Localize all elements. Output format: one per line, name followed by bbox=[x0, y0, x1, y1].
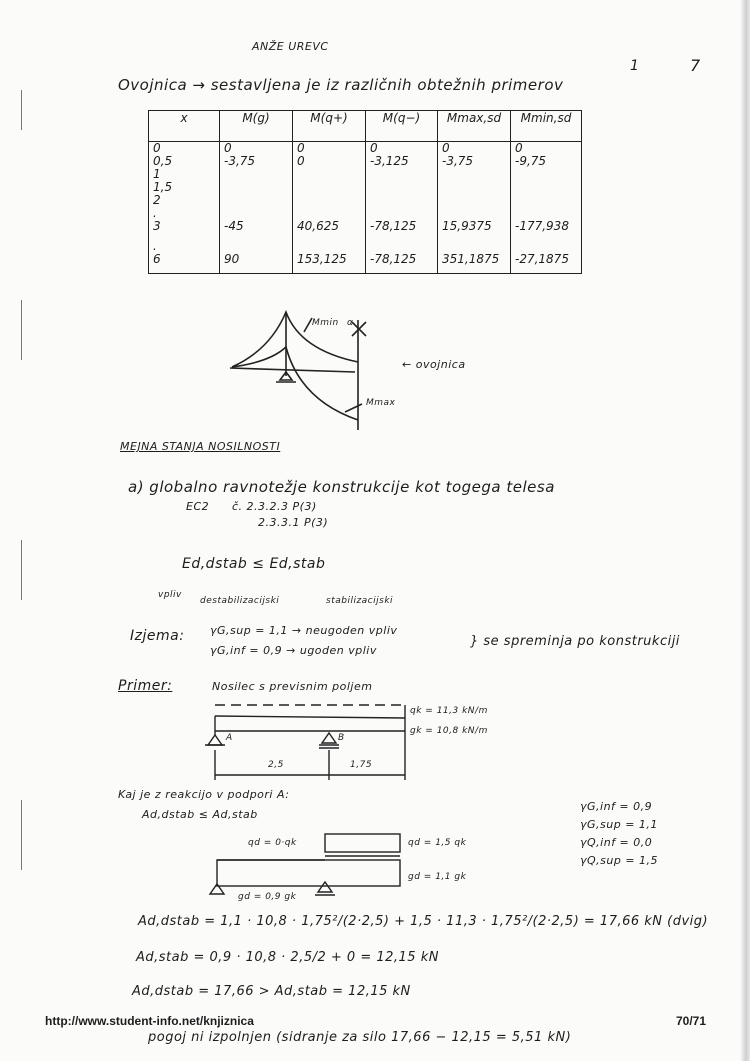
vpliv-label: vpliv bbox=[158, 590, 182, 600]
page-mark: 7 bbox=[690, 56, 701, 75]
table-cell: 0,5 bbox=[149, 155, 220, 168]
page-mark: 1 bbox=[630, 58, 640, 74]
binding-mark bbox=[21, 90, 22, 130]
table-cell bbox=[366, 181, 438, 194]
author-name: ANŽE UREVC bbox=[252, 40, 329, 53]
design-load-sketch bbox=[205, 830, 405, 900]
beam-sketch bbox=[205, 695, 425, 785]
table-cell: 351,1875 bbox=[438, 253, 511, 274]
table-row bbox=[149, 194, 582, 207]
table-cell: 3 bbox=[149, 220, 220, 240]
table-cell: -78,125 bbox=[366, 253, 438, 274]
load-label-g09: gd = 0,9 gk bbox=[238, 892, 297, 902]
scan-edge bbox=[740, 0, 750, 1061]
binding-mark bbox=[21, 540, 22, 600]
ref-1: č. 2.3.2.3 P(3) bbox=[232, 500, 317, 513]
col-header: x bbox=[149, 111, 220, 142]
question-line-2: Ad,dstab ≤ Ad,stab bbox=[142, 808, 258, 821]
calc-conclusion: pogoj ni izpolnjen (sidranje za silo 17,66 − 12,15 = 5,51 kN) bbox=[148, 1030, 572, 1045]
mmin-label: Mmin bbox=[312, 318, 339, 328]
table-cell: -45 bbox=[220, 220, 293, 240]
table-cell bbox=[438, 194, 511, 207]
table-cell: 0 bbox=[366, 142, 438, 156]
table-row bbox=[149, 142, 582, 156]
factor: γQ,inf = 0,0 bbox=[580, 836, 653, 849]
qk-label: qk = 11,3 kN/m bbox=[410, 706, 488, 716]
table-row bbox=[149, 168, 582, 181]
table-cell: 40,625 bbox=[293, 220, 366, 240]
table-cell bbox=[220, 181, 293, 194]
table-cell bbox=[293, 194, 366, 207]
table-cell: -3,125 bbox=[366, 155, 438, 168]
table-cell: . bbox=[149, 207, 220, 220]
col-header: Mmax,sd bbox=[438, 111, 511, 142]
load-label-g11: gd = 1,1 gk bbox=[408, 872, 467, 882]
calc-stab: Ad,stab = 0,9 · 10,8 · 2,5/2 + 0 = 12,15 kN bbox=[136, 950, 439, 965]
section-title: MEJNA STANJA NOSILNOSTI bbox=[120, 440, 281, 453]
table-cell bbox=[220, 194, 293, 207]
table-row bbox=[149, 220, 582, 240]
footer-url[interactable]: http://www.student-info.net/knjiznica bbox=[45, 1014, 254, 1028]
table-cell: 153,125 bbox=[293, 253, 366, 274]
table-cell: 0 bbox=[149, 142, 220, 156]
table-cell bbox=[293, 181, 366, 194]
table-cell: -78,125 bbox=[366, 220, 438, 240]
exception-line-1: γG,sup = 1,1 → neugoden vpliv bbox=[210, 624, 398, 637]
load-label-q0: qd = 0·qk bbox=[248, 838, 297, 848]
exception-line-2: γG,inf = 0,9 → ugoden vpliv bbox=[210, 644, 377, 657]
col-header: Mmin,sd bbox=[511, 111, 582, 142]
table-cell: . bbox=[149, 240, 220, 253]
table-cell bbox=[366, 194, 438, 207]
load-label-q15: qd = 1,5 qk bbox=[408, 838, 467, 848]
exception-note: } se spreminja po konstrukciji bbox=[470, 634, 680, 649]
table-cell: 0 bbox=[511, 142, 582, 156]
inequality-formula: Ed,dstab ≤ Ed,stab bbox=[182, 556, 326, 572]
part-a-line: a) globalno ravnotežje konstrukcije kot togega telesa bbox=[128, 478, 555, 496]
stab-label: stabilizacijski bbox=[326, 596, 394, 606]
mmax-label: Mmax bbox=[366, 398, 396, 408]
factor: γG,sup = 1,1 bbox=[580, 818, 658, 831]
moment-table bbox=[148, 110, 582, 274]
calc-dstab: Ad,dstab = 1,1 · 10,8 · 1,75²/(2·2,5) + 1,5 · 11,3 · 1,75²/(2·2,5) = 17,66 kN (dvig) bbox=[138, 914, 709, 929]
calc-compare: Ad,dstab = 17,66 > Ad,stab = 12,15 kN bbox=[132, 984, 411, 999]
table-row bbox=[149, 253, 582, 274]
table-row bbox=[149, 155, 582, 168]
table-row bbox=[149, 181, 582, 194]
envelope-label: ← ovojnica bbox=[402, 358, 466, 371]
table-cell: 6 bbox=[149, 253, 220, 274]
table-cell: 0 bbox=[293, 155, 366, 168]
ec-label: EC2 bbox=[186, 500, 210, 513]
table-cell bbox=[220, 168, 293, 181]
footer-page: 70/71 bbox=[676, 1014, 707, 1028]
table-cell: 1 bbox=[149, 168, 220, 181]
intro-line: Ovojnica → sestavljena je iz različnih obtežnih primerov bbox=[118, 76, 564, 94]
example-label: Primer: bbox=[118, 678, 173, 694]
table-cell bbox=[438, 168, 511, 181]
span-2: 1,75 bbox=[350, 760, 373, 770]
factor: γG,inf = 0,9 bbox=[580, 800, 653, 813]
table-cell: -3,75 bbox=[438, 155, 511, 168]
binding-mark bbox=[21, 800, 22, 870]
span-1: 2,5 bbox=[268, 760, 284, 770]
table-cell: -177,938 bbox=[511, 220, 582, 240]
table-cell bbox=[511, 194, 582, 207]
col-header: M(q−) bbox=[366, 111, 438, 142]
ref-2: 2.3.3.1 P(3) bbox=[258, 516, 329, 529]
table-cell: 0 bbox=[293, 142, 366, 156]
table-cell bbox=[438, 181, 511, 194]
example-title: Nosilec s previsnim poljem bbox=[212, 680, 373, 693]
col-header: M(q+) bbox=[293, 111, 366, 142]
col-header: M(g) bbox=[220, 111, 293, 142]
table-cell bbox=[511, 168, 582, 181]
table-cell: -9,75 bbox=[511, 155, 582, 168]
question-line-1: Kaj je z reakcijo v podpori A: bbox=[118, 788, 290, 801]
envelope-sketch bbox=[200, 300, 520, 430]
table-cell: 15,9375 bbox=[438, 220, 511, 240]
support-b-label: B bbox=[338, 733, 345, 743]
table-cell bbox=[511, 181, 582, 194]
table-cell: 2 bbox=[149, 194, 220, 207]
factor: γQ,sup = 1,5 bbox=[580, 854, 659, 867]
table-cell: -27,1875 bbox=[511, 253, 582, 274]
destab-label: destabilizacijski bbox=[200, 596, 280, 606]
gk-label: gk = 10,8 kN/m bbox=[410, 726, 488, 736]
alpha-label: α bbox=[347, 318, 354, 328]
table-cell bbox=[293, 168, 366, 181]
support-a-label: A bbox=[226, 733, 233, 743]
table-cell: -3,75 bbox=[220, 155, 293, 168]
binding-mark bbox=[21, 300, 22, 360]
table-cell: 1,5 bbox=[149, 181, 220, 194]
table-cell: 0 bbox=[220, 142, 293, 156]
exception-label: Izjema: bbox=[130, 628, 185, 644]
table-cell bbox=[366, 168, 438, 181]
table-cell: 90 bbox=[220, 253, 293, 274]
table-cell: 0 bbox=[438, 142, 511, 156]
